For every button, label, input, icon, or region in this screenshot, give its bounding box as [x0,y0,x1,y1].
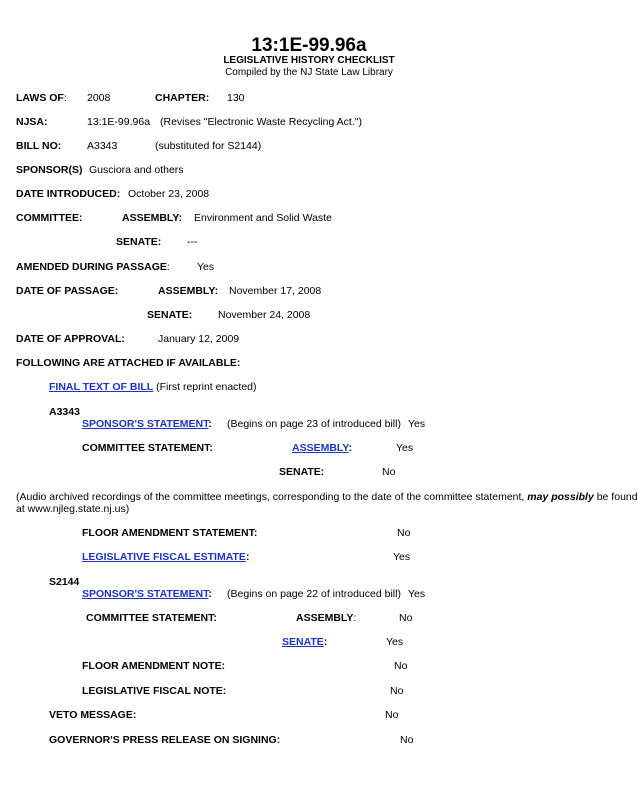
chapter-value: 130 [227,92,245,104]
s2144-floor-label: FLOOR AMENDMENT NOTE: [82,660,226,672]
governor-value: No [400,734,414,746]
laws-of-label: LAWS OF [16,92,64,104]
a3343-assembly-row [292,443,352,454]
s2144-floor-value: No [394,660,408,672]
a3343-sponsor-value: Yes [408,418,426,430]
s2144-fiscal-value: No [390,685,404,697]
a3343-committee-label: COMMITTEE STATEMENT: [82,442,213,454]
s2144-senate-link[interactable]: SENATE [282,636,324,648]
amended-colon: : [166,261,170,273]
approval-value: January 12, 2009 [158,333,240,345]
a3343-fiscal-estimate-link[interactable]: LEGISLATIVE FISCAL ESTIMATE [82,551,246,563]
final-text-row [49,382,257,393]
a3343-fiscal-value: Yes [393,551,411,563]
s2144-heading: S2144 [49,576,80,588]
njsa-label: NJSA: [16,116,48,128]
njsa-value: 13:1E-99.96a [87,116,151,128]
a3343-fiscal-colon: : [245,551,250,563]
passage-senate-label: SENATE: [147,309,193,321]
veto-label: VETO MESSAGE: [49,709,137,721]
passage-assembly-value: November 17, 2008 [229,285,322,297]
a3343-sponsor-note: (Begins on page 23 of introduced bill) [227,418,401,430]
governor-label: GOVERNOR'S PRESS RELEASE ON SIGNING: [49,734,281,746]
s2144-senate-row [282,637,327,648]
committee-senate-label: SENATE: [116,236,162,248]
committee-senate-value: --- [187,236,198,248]
audio-note-emphasis: may possibly [527,491,594,503]
final-text-link[interactable]: FINAL TEXT OF BILL [49,381,154,393]
a3343-sponsor-row [82,419,212,430]
date-introduced-value: October 23, 2008 [128,188,210,200]
bill-no-note: (substituted for S2144) [155,140,262,152]
sponsor-label: SPONSOR(S) [16,164,83,176]
committee-assembly-label: ASSEMBLY: [122,212,183,224]
s2144-sponsor-row [82,589,212,600]
approval-label: DATE OF APPROVAL: [16,333,125,345]
s2144-assembly-label: ASSEMBLY [296,612,354,624]
a3343-floor-label: FLOOR AMENDMENT STATEMENT: [82,527,258,539]
a3343-senate-value: No [382,466,396,478]
passage-assembly-label: ASSEMBLY: [158,285,219,297]
passage-senate-value: November 24, 2008 [218,309,311,321]
s2144-assembly-value: No [399,612,413,624]
s2144-sponsor-note: (Begins on page 22 of introduced bill) [227,588,401,600]
laws-of-colon: : [63,92,67,104]
a3343-floor-value: No [397,527,411,539]
page-title: 13:1E-99.96a [251,35,367,56]
a3343-assembly-value: Yes [396,442,414,454]
a3343-sponsor-statement-link[interactable]: SPONSOR'S STATEMENT [82,418,209,430]
veto-value: No [385,709,399,721]
s2144-sponsor-colon: : [208,588,212,600]
checklist-subtitle: LEGISLATIVE HISTORY CHECKLIST [223,55,395,66]
attached-heading: FOLLOWING ARE ATTACHED IF AVAILABLE: [16,357,241,369]
a3343-sponsor-colon: : [208,418,212,430]
s2144-assembly-colon: : [353,612,357,624]
a3343-assembly-link[interactable]: ASSEMBLY [292,442,349,454]
bill-no-value: A3343 [87,140,118,152]
a3343-assembly-colon: : [348,442,353,454]
audio-note-text-b: be found [593,491,638,503]
laws-of-row [16,93,67,104]
s2144-senate-colon: : [323,636,328,648]
date-introduced-label: DATE INTRODUCED: [16,188,121,200]
s2144-fiscal-label: LEGISLATIVE FISCAL NOTE: [82,685,227,697]
s2144-assembly-row [296,613,356,624]
audio-note-line1 [16,492,638,503]
audio-note-line2: at www.njleg.state.nj.us) [16,503,130,515]
laws-of-year: 2008 [87,92,111,104]
amended-row [16,262,170,273]
committee-assembly-value: Environment and Solid Waste [194,212,332,224]
s2144-senate-value: Yes [386,636,404,648]
njsa-note: (Revises "Electronic Waste Recycling Act.") [160,116,362,128]
bill-no-label: BILL NO: [16,140,62,152]
audio-note-text-a: (Audio archived recordings of the committee meetings, corresponding to the date of the committee statement, [16,491,528,503]
committee-label: COMMITTEE: [16,212,83,224]
final-text-note: (First reprint enacted) [153,381,257,393]
s2144-committee-label: COMMITTEE STATEMENT: [86,612,217,624]
chapter-label: CHAPTER: [155,92,210,104]
passage-label: DATE OF PASSAGE: [16,285,119,297]
a3343-heading: A3343 [49,406,80,418]
s2144-sponsor-statement-link[interactable]: SPONSOR'S STATEMENT [82,588,209,600]
amended-value: Yes [197,261,215,273]
s2144-sponsor-value: Yes [408,588,426,600]
a3343-fiscal-row [82,552,249,563]
amended-label: AMENDED DURING PASSAGE [16,261,167,273]
sponsor-value: Gusciora and others [89,164,184,176]
compiled-by: Compiled by the NJ State Law Library [225,67,393,78]
a3343-senate-label: SENATE: [279,466,325,478]
